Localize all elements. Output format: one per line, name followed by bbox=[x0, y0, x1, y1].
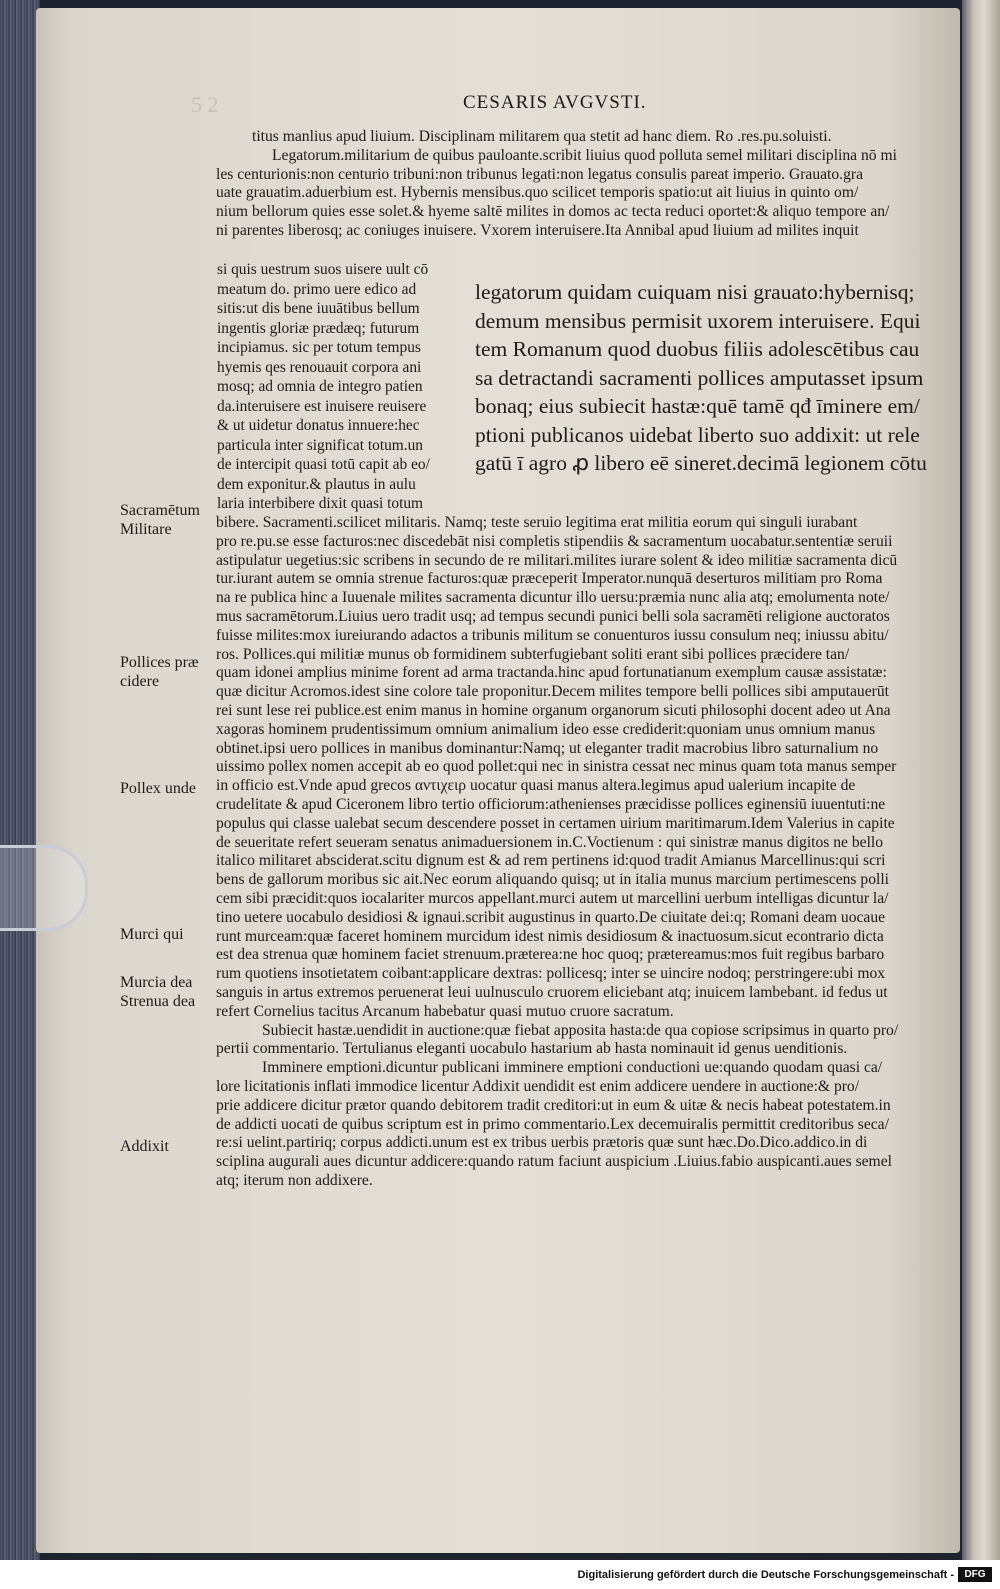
text-line: hyemis qes renouauit corpora ani bbox=[217, 358, 422, 376]
main-text-line: demum mensibus permisit uxorem interuisere. Equi bbox=[475, 308, 921, 333]
marginal-note-line: Murci qui bbox=[120, 926, 184, 943]
text-line: ni parentes liberosq; ac coniuges inuisere. Vxorem interuisere.Ita Annibal apud liuium ad milites inquit bbox=[216, 221, 859, 239]
text-line: populus qui classe ualebat secum descendere posset in certamen uirium maritimarum.Idem Valerius in capite bbox=[216, 814, 895, 832]
text-line: xagoras hominem prudentissimum omnium animalium ideo esse crediderit:quoniam unus omnium manus bbox=[216, 720, 876, 738]
bottom-commentary bbox=[216, 514, 960, 1191]
top-commentary bbox=[216, 128, 960, 241]
text-line: in officio est.Vnde apud grecos αντιχειρ uocatur quasi manus altera.legimus apud ualerium incapite de bbox=[216, 777, 856, 795]
text-line: ros. Pollices.qui militiæ munus ob formidinem subterfugiebant soliti erant sibi pollices præcidere tan/ bbox=[216, 645, 850, 663]
text-line: pro re.pu.se esse facturos:nec discedebāt nisi completis stipendiis & sacramentum uocabatur.sententiæ seruii bbox=[216, 532, 893, 550]
text-line: de intercipit quasi totū capit ab eo/ bbox=[217, 456, 430, 473]
funding-notice: Digitalisierung gefördert durch die Deutsche Forschungsgemeinschaft - bbox=[577, 1569, 954, 1581]
text-line: uate grauatim.aduerbium est. Hybernis mensibus.quo scilicet temporis spatio:ut ait liuius in quinto om/ bbox=[216, 184, 859, 202]
marginal-note-pollices bbox=[120, 653, 199, 691]
text-line: mus sacramētorum.Liuius uero tradit usq; ad tempus secundi punici belli sola sacramēti religione auctoratos bbox=[216, 607, 890, 625]
text-line: les centurionis:non centurio tribuni:non tribunus legati:non legatus consulis pareat imperio. Grauato.gra bbox=[216, 165, 863, 183]
footer-bar bbox=[0, 1560, 1000, 1589]
text-line: tino uetere uocabulo desidiosi & ignaui.scribit augustinus in quarto.De ciuitate dei:q; Romani deam uocaue bbox=[216, 908, 886, 926]
main-text-line: ptioni publicanos uidebat liberto suo addixit: ut rele bbox=[475, 422, 920, 447]
text-line: Subiecit hastæ.uendidit in auctione:quæ fiebat apposita hasta:de qua copiose scripsimus in quarto pro/ bbox=[262, 1021, 899, 1039]
marginal-note-line: Sacramētum bbox=[120, 502, 200, 519]
marginal-note-line: Addixit bbox=[120, 1138, 169, 1155]
text-line: bens de gallorum moribus sic ait.Nec eorum aliquando quisq; ut in italia munus marcium pertimescens polli bbox=[216, 871, 889, 889]
text-line: mosq; ad omnia de integro patien bbox=[217, 378, 423, 395]
text-line: tur.iurant autem se omnia strenue facturos:quæ præceperit Imperator.nunquā deserturos militiam pro Roma bbox=[216, 570, 883, 588]
text-line: re:si uelint.partiriq; corpus addicti.unum est ex tribus uerbis prætoris quæ sunt hæc.Do.Dico.addico.in di bbox=[216, 1134, 868, 1152]
text-line: meatum do. primo uere edico ad bbox=[217, 280, 417, 298]
text-line: prie addicere dicitur prætor quando debitorem tradit creditori:ut in eum & uitæ & necis habeat potestatem.in bbox=[216, 1096, 891, 1114]
text-line: runt murceam:quæ faceret hominem murcidum idest nimis desidiosum & inactuosum.sicut econtrario dicta bbox=[216, 927, 884, 945]
text-line: sciplina augurali aues dicuntur addicere:quando ratum faciunt auspicium .Liuius.fabio auspicanti.aues semel bbox=[216, 1153, 892, 1171]
marginal-note-line: cidere bbox=[120, 673, 160, 690]
text-line: rum quotiens insotietatem coibant:applicare dextras: pollicesq; inter se uincire nodoq; perstringere:ubi mox bbox=[216, 965, 886, 983]
text-line: na re publica hinc a Iuuenale milites sacramenta dicuntur illo uersu:præmia nunc alia atq; emolumenta note/ bbox=[216, 589, 890, 607]
text-line: incipiamus. sic per totum tempus bbox=[217, 339, 421, 356]
text-line: atq; iterum non addixere. bbox=[216, 1171, 373, 1189]
text-line: ingentis gloriæ prædæq; futurum bbox=[217, 319, 420, 337]
main-text-block bbox=[475, 278, 960, 478]
marginal-note-line: Militare bbox=[120, 521, 172, 538]
dfg-logo: DFG bbox=[958, 1567, 992, 1582]
text-line: da.interuisere est inuisere reuisere bbox=[217, 397, 427, 415]
main-text-line: legatorum quidam cuiquam nisi grauato:hybernisq; bbox=[475, 280, 915, 304]
folio-ghost: 5 2 bbox=[191, 92, 219, 117]
text-line: quam idonei amplius minime forent ad arma tractanda.hinc apud fortunatianum exemplum causæ assistatæ: bbox=[216, 664, 887, 682]
text-line: particula inter significat totum.un bbox=[217, 436, 424, 454]
text-line: dem exponitur.& plautus in aulu bbox=[217, 475, 416, 493]
running-head: CESARIS AVGVSTI. bbox=[463, 92, 647, 113]
marginal-note-sacramentum bbox=[120, 501, 200, 539]
text-line: quæ dicitur Acromos.idest sine colore tale proponitur.Decem milites tempore belli pollices sibi amputauerūt bbox=[216, 683, 889, 701]
text-line: Imminere emptioni.dicuntur publicani imminere emptioni conductioni ue:quando quodam quasi ca/ bbox=[262, 1059, 883, 1077]
text-line: uissimo pollex nomen accepit ab eo quod pollet:qui nec in sinistra cessat nec minus quam tota manus semper bbox=[216, 758, 897, 776]
main-text-line: tem Romanum quod duobus filiis adolescētibus cau bbox=[475, 337, 920, 361]
text-line: est dea strenua quæ hominem faciet strenuum.præterea:ne hoc quoq; prætereamus:mos fuit regibus barbaro bbox=[216, 946, 885, 964]
marginal-note-line: Pollices præ bbox=[120, 654, 199, 671]
text-line: titus manlius apud liuium. Disciplinam militarem qua stetit ad hanc diem. Ro .res.pu.soluisti. bbox=[252, 128, 832, 145]
text-line: de addicti uocati de quibus scriptum est in primo commentario.Lex decemuiralis permittit creditoribus seca/ bbox=[216, 1115, 889, 1133]
text-line: refert Cornelius tacitus Arcanum habebatur quasi mutuo cruore sacratum. bbox=[216, 1002, 674, 1020]
marginal-note-pollex bbox=[120, 779, 196, 798]
text-line: astipulatur uegetius:sic scribens in secundo de re militari.milites iurare solent & ideo militiæ sacramenta dicū bbox=[216, 551, 898, 569]
marginal-note-line: Strenua dea bbox=[120, 993, 196, 1010]
text-line: Legatorum.militarium de quibus pauloante.scribit liuius quod polluta semel militari disciplina nō mi bbox=[272, 146, 897, 164]
text-line: laria interbibere dixit quasi totum bbox=[217, 495, 424, 512]
text-line: fuisse milites:mox iureiurando adactos a tribunis militum se conuenturos iussu consulum neq; iniussu abitu/ bbox=[216, 626, 889, 644]
text-line: si quis uestrum suos uisere uult cō bbox=[217, 261, 429, 278]
text-line: nium bellorum quies esse solet.& hyeme saltē milites in domos ac tecta reduci oportet:& aliquo tempore an/ bbox=[216, 203, 890, 221]
marginal-note-murcia bbox=[120, 973, 195, 1011]
text-line: crudelitate & apud Ciceronem libro tertio officiorum:athenienses præcidisse pollices eginensiū iuuentuti:ne bbox=[216, 795, 886, 813]
text-line: cem sibi præcidit:quos iocalariter murcos appellant.murci autem ut marcellini uerbum intelligas dicuntur la/ bbox=[216, 889, 889, 907]
text-line: obtinet.ipsi uero pollices in manibus dominantur:Namq; ut eleganter tradit macrobius libro saturnalium no bbox=[216, 739, 879, 757]
text-line: & ut uidetur donatus innuere:hec bbox=[217, 417, 420, 434]
text-line: italico militaret absciderat.scitu dignum est & ad rem pertinens id:quod tradit Amianus Marcellinus:qui scri bbox=[216, 852, 886, 870]
left-column-commentary bbox=[217, 260, 487, 514]
page-edges bbox=[0, 0, 40, 1560]
marginal-note-addixit bbox=[120, 1137, 169, 1156]
marginal-note-murci bbox=[120, 925, 184, 944]
text-line: sitis:ut dis bene iuuātibus bellum bbox=[217, 300, 420, 317]
text-line: bibere. Sacramenti.scilicet militaris. Namq; teste seruio legitima erat militia eorum qui singuli iurabant bbox=[216, 514, 858, 531]
book-page bbox=[36, 8, 960, 1553]
main-text-line: sa detractandi sacramenti pollices amputasset ipsum bbox=[475, 365, 924, 390]
text-line: sanguis in artus extremos peruenerat leui uulnusculo cruorem eliciebant atq; inuicem lambebant. id fedus ut bbox=[216, 983, 888, 1001]
page-clip bbox=[0, 845, 88, 931]
text-line: lore licitationis inflati immodice licentur Addixit uendidit est enim addicere uendere in auctione:& pro/ bbox=[216, 1077, 860, 1095]
text-line: de seueritate refert seueram senatus animaduersionem in.C.Voctienum : qui sinistræ manus digitos ne bello bbox=[216, 833, 884, 851]
text-line: rei sunt lese rei publice.est enim manus in homine organum organorum sicuti philosophi docent adeo ut Ana bbox=[216, 701, 891, 719]
main-text-line: gatū ī agro ꝓ libero eē sineret.decimā legionem cōtu bbox=[475, 451, 927, 475]
text-line: pertii commentario. Tertulianus eleganti uocabulo hastarium ab hasta nominauit id genus uenditionis. bbox=[216, 1040, 848, 1058]
marginal-note-line: Pollex unde bbox=[120, 780, 196, 797]
marginal-note-line: Murcia dea bbox=[120, 974, 193, 991]
main-text-line: bonaq; eius subiecit hastæ:quē tamē qđ īminere em/ bbox=[475, 394, 920, 418]
facing-page-edge bbox=[962, 0, 1000, 1560]
